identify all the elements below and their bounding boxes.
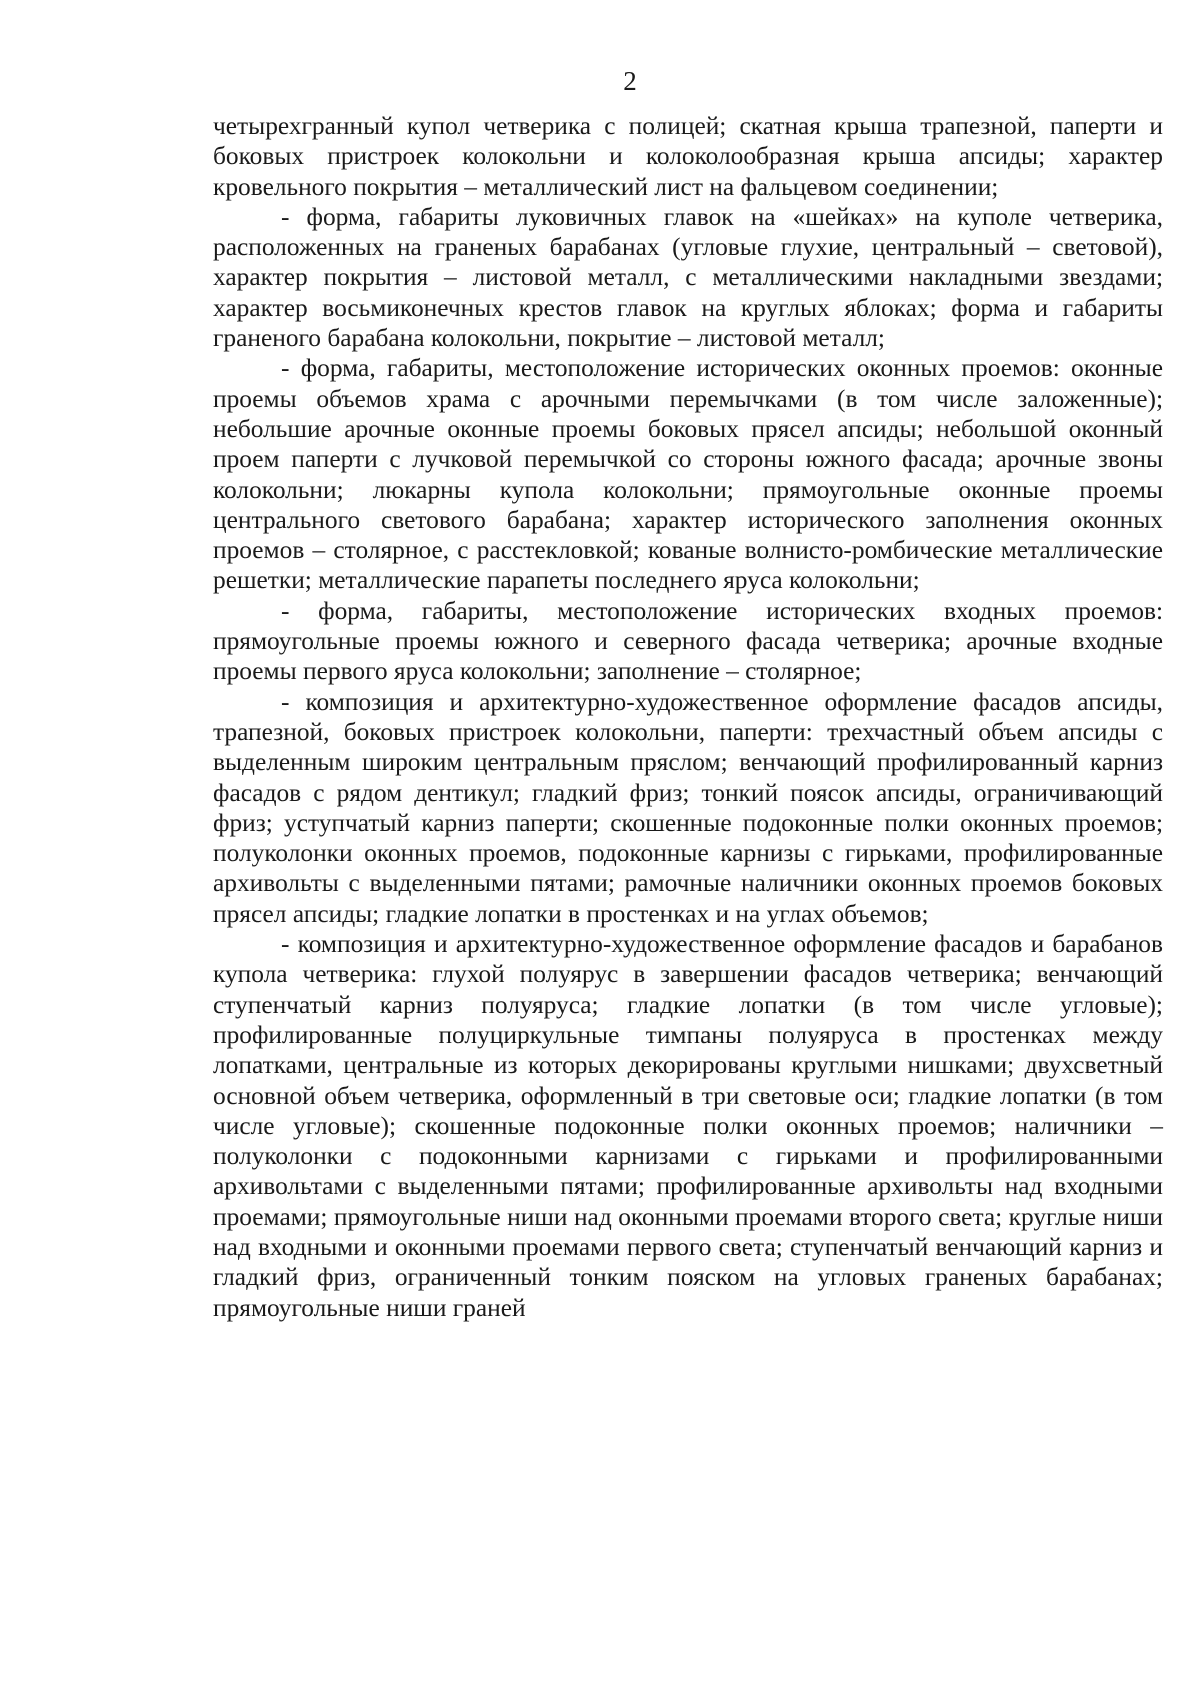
paragraph-entrance-openings: - форма, габариты, местоположение исторических входных проемов: прямоугольные проемы южного и северного фасада четверика; арочные входные проемы первого яруса колокольни; заполнение – столярное; <box>213 596 1163 686</box>
body-text <box>213 111 1163 1323</box>
paragraph-quadrangle-facades: - композиция и архитектурно-художественное оформление фасадов и барабанов купола четверика: глухой полуярус в завершении фасадов четверика; венчающий ступенчатый карниз полуяруса; гладкие лопатки (в том числе угловые); профилированные полуциркульные тимпаны полуяруса в простенках между лопатками, центральные из которых декорированы круглыми нишками; двухсветный основной объем четверика, оформленный в три световые оси; гладкие лопатки (в том числе угловые); скошенные подоконные полки оконных проемов; наличники – полуколонки с подоконными карнизами с гирьками и профилированными архивольтами с выделенными пятами; профилированные архивольты над входными проемами; прямоугольные ниши над оконными проемами второго света; круглые ниши над входными и оконными проемами первого света; ступенчатый венчающий карниз и гладкий фриз, ограниченный тонким пояском на угловых граненых барабанах; прямоугольные ниши граней <box>213 930 1163 1322</box>
paragraph-window-openings: - форма, габариты, местоположение исторических оконных проемов: оконные проемы объемов храма с арочными перемычками (в том числе заложенные); небольшие арочные оконные проемы боковых прясел апсиды; небольшой оконный проем паперти с лучковой перемычкой со стороны южного фасада; арочные звоны колокольни; люкарны купола колокольни; прямоугольные оконные проемы центрального светового барабана; характер исторического заполнения оконных проемов – столярное, с расстекловкой; кованые волнисто-ромбические металлические решетки; металлические парапеты последнего яруса колокольни; <box>213 354 1163 595</box>
paragraph-roofing: четырехгранный купол четверика с полицей; скатная крыша трапезной, паперти и боковых пристроек колокольни и колоколообразная крыша апсиды; характер кровельного покрытия – металлический лист на фальцевом соединении; <box>213 112 1163 201</box>
paragraph-apse-facades: - композиция и архитектурно-художественное оформление фасадов апсиды, трапезной, боковых пристроек колокольни, паперти: трехчастный объем апсиды с выделенным широким центральным пряслом; венчающий профилированный карниз фасадов с рядом дентикул; гладкий фриз; тонкий поясок апсиды, ограничивающий фриз; уступчатый карниз паперти; скошенные подоконные полки оконных проемов; полуколонки оконных проемов, подоконные карнизы с гирьками, профилированные архивольты с выделенными пятами; рамочные наличники оконных проемов боковых прясел апсиды; гладкие лопатки в простенках и на углах объемов; <box>213 687 1163 928</box>
page-number: 2 <box>623 66 637 96</box>
paragraph-domes: - форма, габариты луковичных главок на «шейках» на куполе четверика, расположенных на граненых барабанах (угловые глухие, центральный – световой), характер покрытия – листовой металл, с металлическими накладными звездами; характер восьмиконечных крестов главок на круглых яблоках; форма и габариты граненого барабана колокольни, покрытие – листовой металл; <box>213 202 1163 353</box>
